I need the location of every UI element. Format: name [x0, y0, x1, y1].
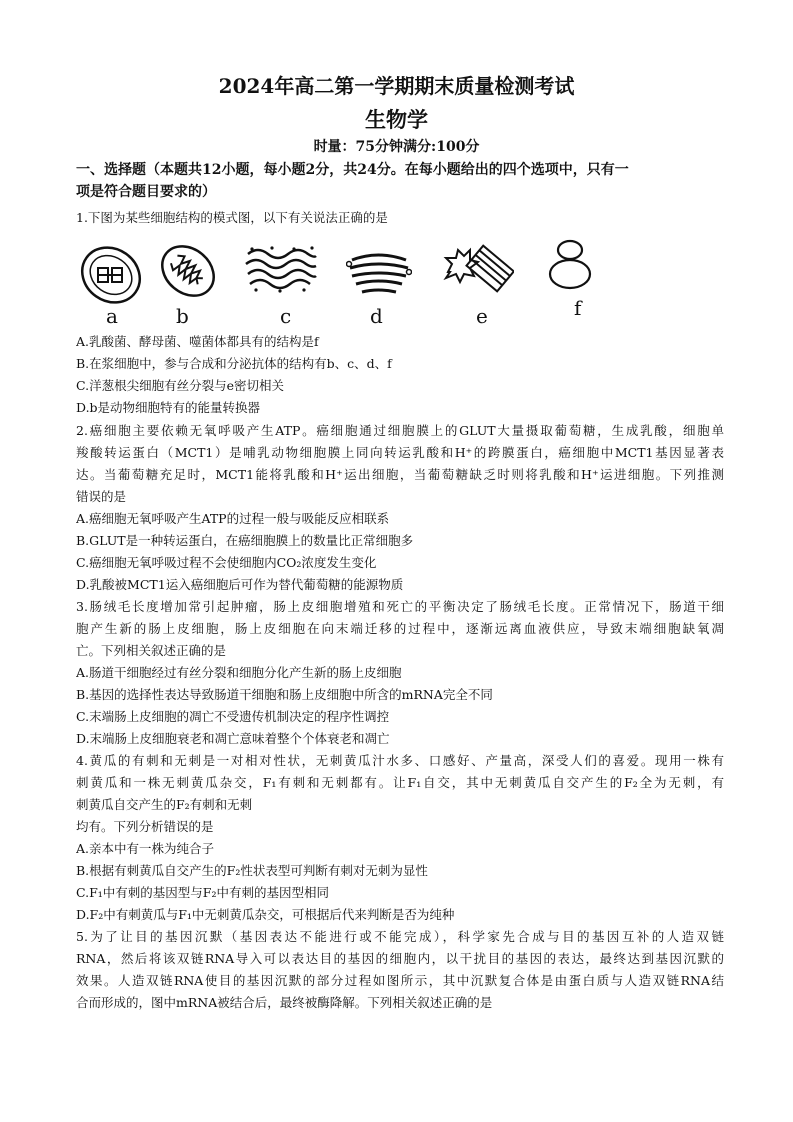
option-b: B.GLUT是一种转运蛋白，在癌细胞膜上的数量比正常细胞多 [76, 533, 414, 548]
option-a: A.癌细胞无氧呼吸产生ATP的过程一般与吸能反应相联系 [76, 511, 390, 526]
question-stem-line: 羧酸转运蛋白（MCT1）是哺乳动物细胞膜上同向转运乳酸和H⁺的跨膜蛋白，癌细胞中MCT1基因显著表 [76, 445, 724, 460]
question-stem-line: 效果。人造双链RNA使目的基因沉默的部分过程如图所示，其中沉默复合体是由蛋白质与人造双链RNA结 [76, 973, 724, 988]
option-d: D.F₂中有刺黄瓜与F₁中无刺黄瓜杂交，可根据后代来判断是否为纯种 [76, 907, 455, 922]
option-a: A.亲本中有一株为纯合子 [76, 841, 215, 856]
question-stem-line: 3.肠绒毛长度增加常引起肿瘤，肠上皮细胞增殖和死亡的平衡决定了肠绒毛长度。正常情况下，肠道干细 [76, 599, 724, 614]
figure-label-b: b [176, 304, 189, 328]
section-heading [76, 158, 726, 202]
question-stem-line: 刺黄瓜和一株无刺黄瓜杂交，F₁有刺和无刺都有。让F₁自交，其中无刺黄瓜自交产生的F₂全为无刺，有 [76, 775, 724, 790]
figure-label-d: d [370, 304, 383, 328]
option-b: B.基因的选择性表达导致肠道干细胞和肠上皮细胞中所含的mRNA完全不同 [76, 687, 493, 702]
golgi-apparatus-image [346, 250, 412, 298]
question-stem-line: 合而形成的，图中mRNA被结合后，最终被酶降解。下列相关叙述正确的是 [76, 995, 493, 1010]
option-c: C.末端肠上皮细胞的凋亡不受遗传机制决定的程序性调控 [76, 709, 390, 724]
chloroplast-image [76, 242, 146, 308]
option-d: D.b是动物细胞特有的能量转换器 [76, 400, 261, 415]
question-3 [76, 596, 724, 750]
question-stem-line: RNA，然后将该双链RNA导入可以表达目的基因的细胞内，以干扰目的基因的表达，最终达到基因沉默的 [76, 951, 724, 966]
figure-label-a: a [106, 304, 118, 328]
option-d: D.末端肠上皮细胞衰老和凋亡意味着整个个体衰老和凋亡 [76, 731, 390, 746]
question-stem-line: 1.下图为某些细胞结构的模式图，以下有关说法正确的是 [76, 210, 388, 225]
organelle-figure [70, 232, 630, 332]
question-stem-line: 胞产生新的肠上皮细胞，肠上皮细胞在向末端迁移的过程中，逐渐远离血液供应，导致末端细胞缺氧凋 [76, 621, 724, 636]
question-stem-line: 亡。下列相关叙述正确的是 [76, 643, 227, 658]
exam-title: 2024年高二第一学期期末质量检测考试 [218, 74, 575, 98]
option-c: C.洋葱根尖细胞有丝分裂与e密切相关 [76, 378, 284, 393]
option-b: B.在浆细胞中，参与合成和分泌抗体的结构有b、c、d、f [76, 356, 392, 371]
question-stem-line: 刺黄瓜自交产生的F₂有刺和无刺 [76, 797, 253, 812]
subject-title: 生物学 [365, 107, 428, 132]
centrosome-image [434, 238, 514, 304]
figure-label-e: e [476, 304, 488, 328]
option-a: A.乳酸菌、酵母菌、噬菌体都具有的结构是f [76, 334, 319, 349]
question-1-stem [76, 207, 724, 229]
question-4 [76, 750, 724, 926]
question-1-options [76, 331, 724, 419]
figure-label-c: c [280, 304, 292, 328]
question-2 [76, 420, 724, 596]
option-b: B.根据有刺黄瓜自交产生的F₂性状表型可判断有刺对无刺为显性 [76, 863, 428, 878]
section-heading-line: 一、选择题（本题共12小题，每小题2分，共24分。在每小题给出的四个选项中，只有一 [76, 162, 629, 178]
question-5 [76, 926, 724, 1014]
question-stem-line: 4.黄瓜的有刺和无刺是一对相对性状，无刺黄瓜汁水多、口感好、产量高，深受人们的喜爱。现用一株有 [76, 753, 724, 768]
option-c: C.癌细胞无氧呼吸过程不会使细胞内CO₂浓度发生变化 [76, 555, 377, 570]
time-info: 时量：75分钟满分:100分 [313, 139, 480, 155]
option-d: D.乳酸被MCT1运入癌细胞后可作为替代葡萄糖的能源物质 [76, 577, 404, 592]
option-a: A.肠道干细胞经过有丝分裂和细胞分化产生新的肠上皮细胞 [76, 665, 402, 680]
endoplasmic-reticulum-image [242, 244, 322, 294]
figure-label-f: f [574, 296, 582, 320]
question-stem-line: 2.癌细胞主要依赖无氧呼吸产生ATP。癌细胞通过细胞膜上的GLUT大量摄取葡萄糖，生成乳酸，细胞单 [76, 423, 724, 438]
question-stem-line: 错误的是 [76, 489, 127, 504]
option-c: C.F₁中有刺的基因型与F₂中有刺的基因型相同 [76, 885, 329, 900]
question-stem-line: 达。当葡萄糖充足时，MCT1能将乳酸和H⁺运出细胞，当葡萄糖缺乏时则将乳酸和H⁺运进细胞。下列推测 [76, 467, 724, 482]
ribosome-image [542, 236, 598, 296]
question-stem-line: 5.为了让目的基因沉默（基因表达不能进行或不能完成），科学家先合成与目的基因互补的人造双链 [76, 929, 724, 944]
section-heading-line: 项是符合题目要求的） [76, 184, 216, 200]
question-stem-line: 均有。下列分析错误的是 [76, 819, 214, 834]
mitochondrion-image [156, 240, 220, 302]
